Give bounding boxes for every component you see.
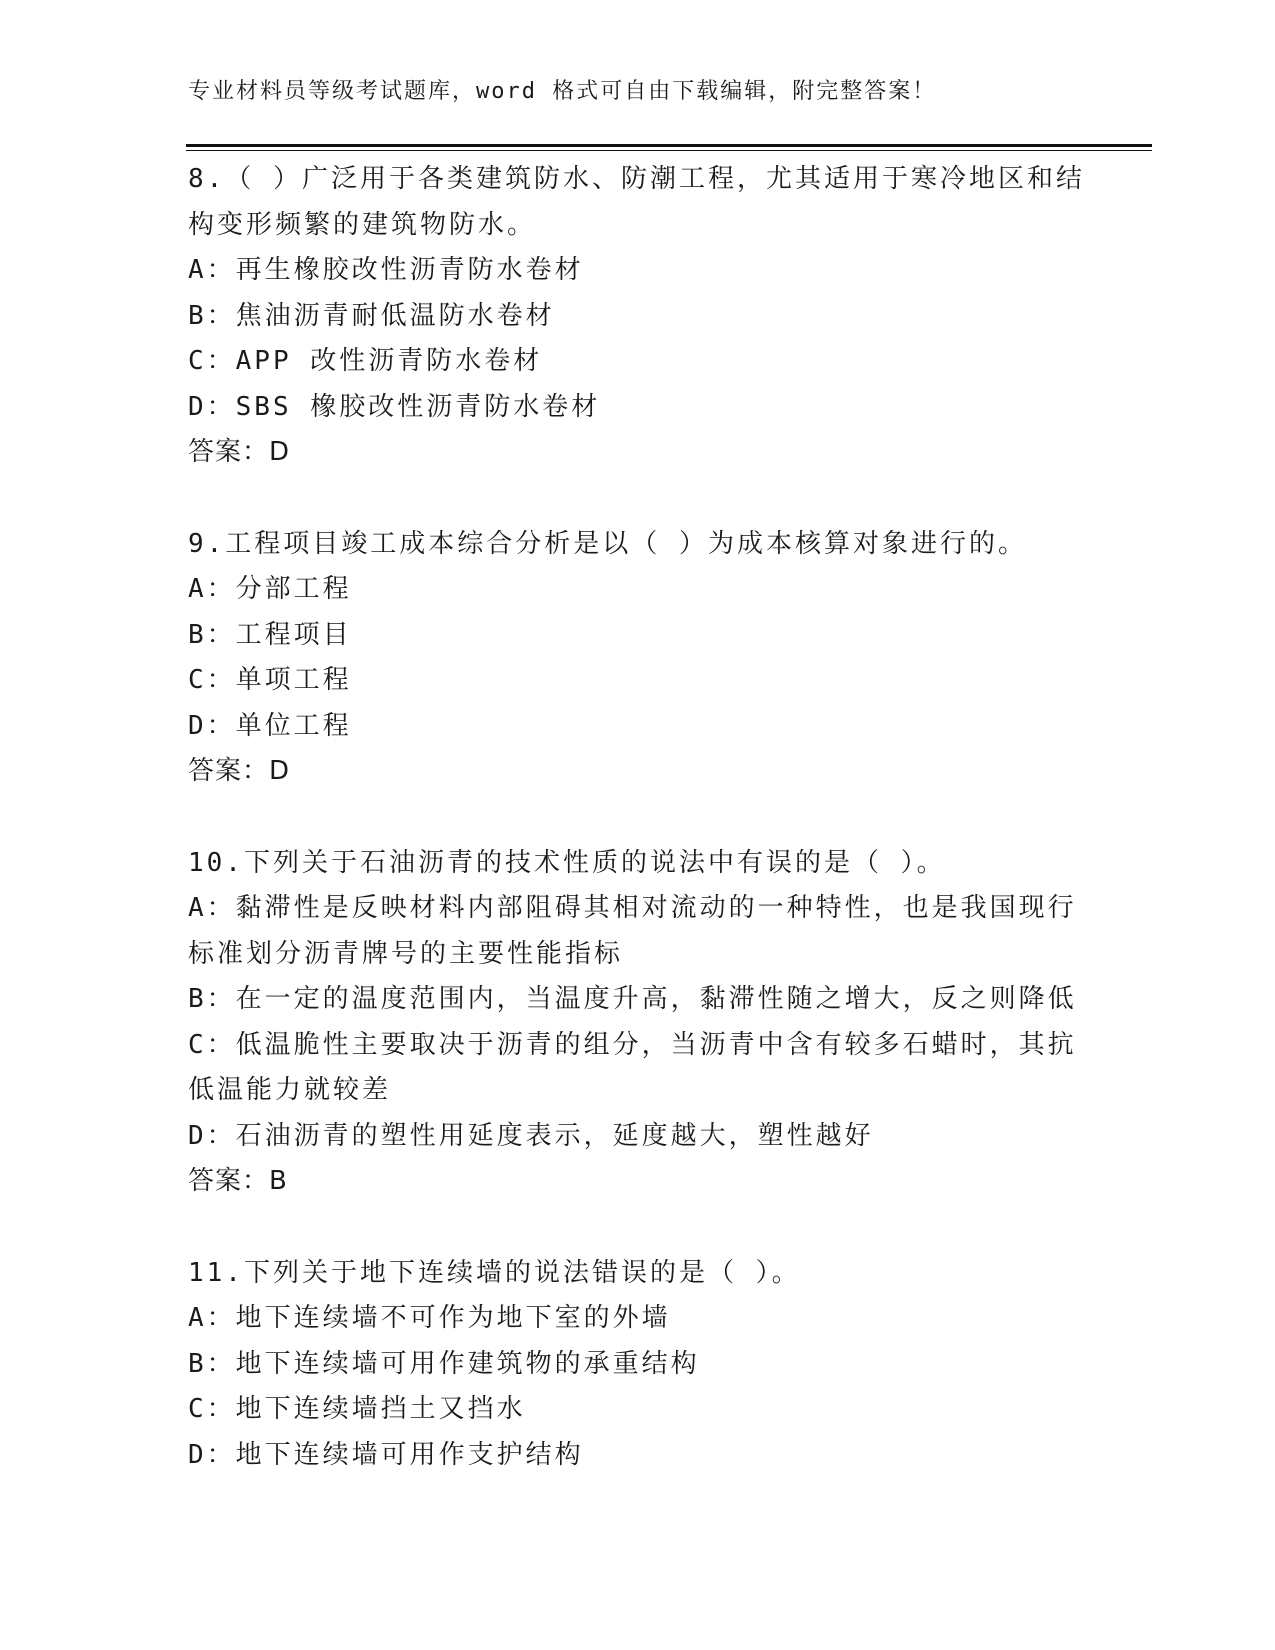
option-b: B：在一定的温度范围内，当温度升高，黏滞性随之增大，反之则降低 (188, 984, 1077, 1014)
option-c: C：单项工程 (188, 665, 352, 695)
answer: 答案：D (188, 437, 291, 467)
header-rule-thick (186, 144, 1152, 147)
option-b: B：地下连续墙可用作建筑物的承重结构 (188, 1348, 700, 1379)
option-b: B：工程项目 (188, 619, 352, 650)
question-list (188, 157, 1088, 1478)
option-d: D：SBS 橡胶改性沥青防水卷材 (188, 391, 601, 422)
option-c: C：低温脆性主要取决于沥青的组分，当沥青中含有较多石蜡时，其抗 (188, 1029, 1077, 1060)
question-11 (188, 1251, 1088, 1479)
question-stem: 11.下列关于地下连续墙的说法错误的是（ ）。 (188, 1257, 801, 1288)
question-9 (188, 522, 1088, 795)
answer: 答案：D (188, 756, 291, 786)
question-stem: 10.下列关于石油沥青的技术性质的说法中有误的是（ ）。 (188, 847, 946, 878)
option-d: D：地下连续墙可用作支护结构 (188, 1439, 584, 1470)
option-a: A：黏滞性是反映材料内部阻碍其相对流动的一种特性，也是我国现行 (188, 893, 1077, 923)
option-a: A：分部工程 (188, 574, 352, 604)
option-d: D：石油沥青的塑性用延度表示，延度越大，塑性越好 (188, 1120, 874, 1151)
header-rule-thin (186, 150, 1152, 151)
question-8 (188, 157, 1088, 476)
question-stem: 9.工程项目竣工成本综合分析是以（ ）为成本核算对象进行的。 (188, 528, 1027, 559)
option-c: C：APP 改性沥青防水卷材 (188, 346, 543, 376)
question-10 (188, 841, 1088, 1205)
option-a-continued: 标准划分沥青牌号的主要性能指标 (188, 938, 624, 969)
option-c-continued: 低温能力就较差 (188, 1075, 392, 1105)
option-d: D：单位工程 (188, 710, 352, 741)
page-header: 专业材料员等级考试题库，word 格式可自由下载编辑，附完整答案！ (188, 79, 937, 104)
question-stem: 构变形频繁的建筑物防水。 (188, 209, 537, 240)
question-stem: 8.（ ）广泛用于各类建筑防水、防潮工程，尤其适用于寒冷地区和结 (188, 164, 1085, 194)
option-a: A：地下连续墙不可作为地下室的外墙 (188, 1303, 671, 1333)
option-a: A：再生橡胶改性沥青防水卷材 (188, 255, 584, 285)
answer: 答案：B (188, 1166, 288, 1196)
option-c: C：地下连续墙挡土又挡水 (188, 1394, 526, 1424)
option-b: B：焦油沥青耐低温防水卷材 (188, 300, 555, 331)
